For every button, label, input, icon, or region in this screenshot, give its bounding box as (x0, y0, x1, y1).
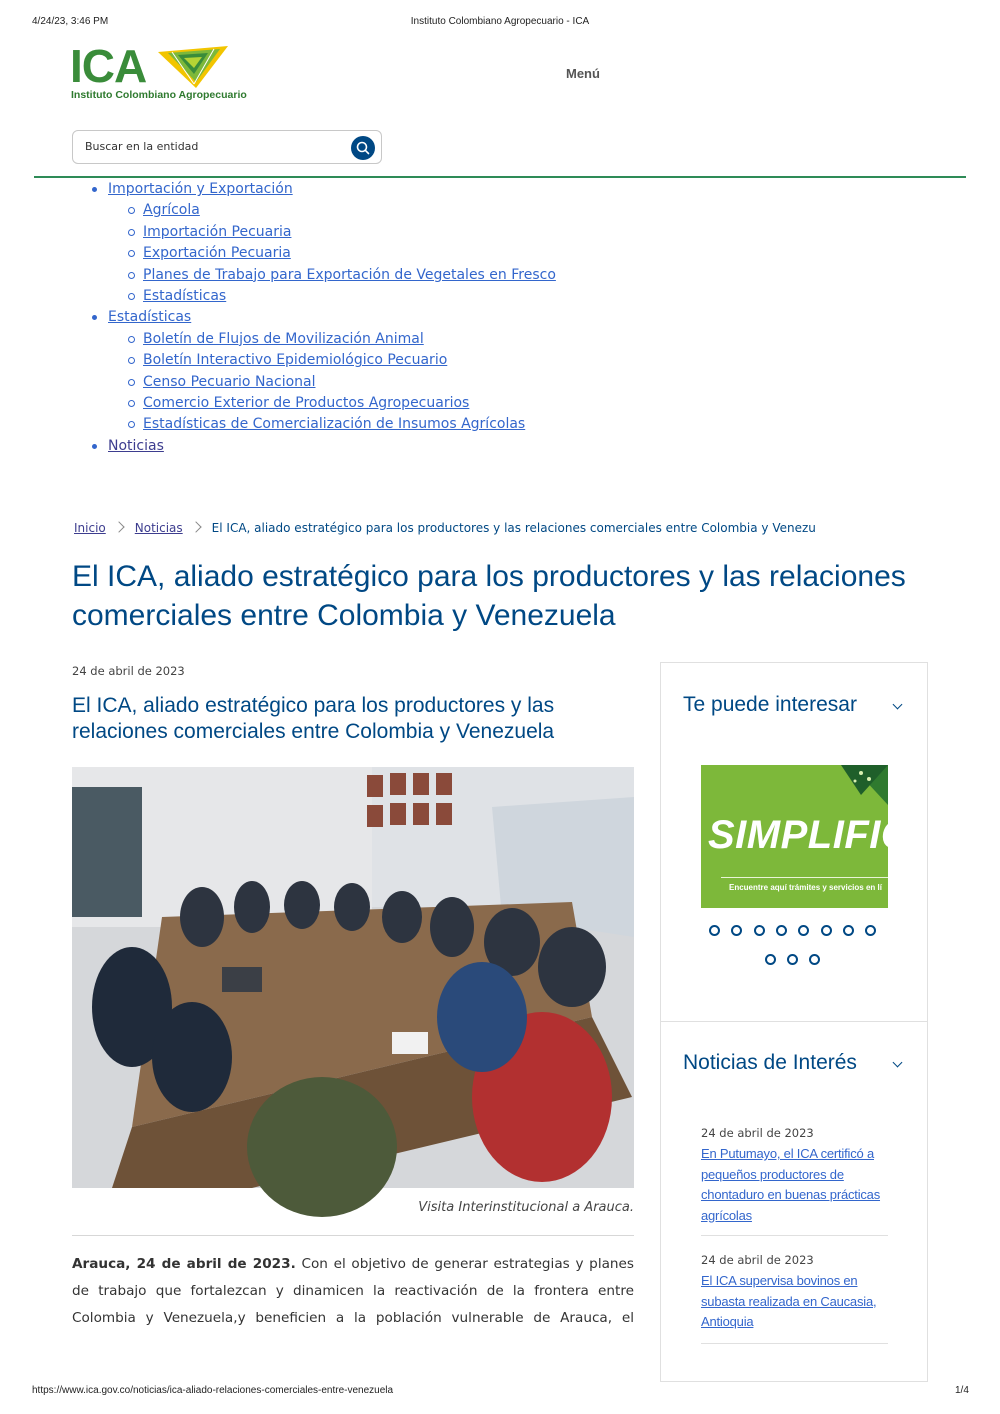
chevron-down-icon[interactable] (893, 1058, 903, 1068)
simplifica-banner[interactable] (701, 765, 911, 908)
print-page-number: 1/4 (955, 1385, 969, 1396)
nav-menu (72, 179, 556, 457)
carousel-dot[interactable] (731, 925, 742, 936)
carousel-dot[interactable] (798, 925, 809, 936)
caption-divider (72, 1235, 634, 1236)
menu-item (72, 200, 556, 221)
carousel-dot[interactable] (709, 925, 720, 936)
print-page-title: Instituto Colombiano Agropecuario - ICA (410, 16, 590, 27)
menu-button[interactable]: Menú (566, 66, 600, 81)
menu-link[interactable]: Exportación Pecuaria (143, 245, 291, 262)
news-link[interactable]: En Putumayo, el ICA certificó a pequeños productores de chontaduro en buenas prácticas agrícolas (701, 1146, 881, 1223)
search-button[interactable] (351, 136, 375, 160)
search-box (72, 130, 382, 164)
article-photo (72, 767, 634, 1188)
menu-item (72, 265, 556, 286)
logo-emblem-icon (158, 46, 228, 90)
banner-word: SIMPLIFIC (708, 813, 911, 857)
menu-link[interactable]: Importación y Exportación (108, 181, 293, 197)
menu-item (72, 414, 556, 435)
breadcrumb (74, 521, 816, 535)
carousel-dot[interactable] (809, 954, 820, 965)
carousel-dot[interactable] (821, 925, 832, 936)
sidebar-divider (661, 1021, 927, 1022)
news-date: 24 de abril de 2023 (701, 1126, 814, 1140)
search-input[interactable] (83, 139, 347, 154)
menu-item (72, 350, 556, 371)
news-item (701, 1126, 888, 1225)
menu-item (72, 222, 556, 243)
carousel-dot[interactable] (843, 925, 854, 936)
menu-item (72, 179, 556, 200)
news-date: 24 de abril de 2023 (701, 1253, 814, 1267)
menu-link[interactable]: Censo Pecuario Nacional (143, 373, 316, 390)
menu-link[interactable]: Comercio Exterior de Productos Agropecuarios (143, 395, 470, 412)
breadcrumb-home-link[interactable]: Inicio (74, 521, 106, 535)
menu-item (72, 393, 556, 414)
carousel-dot[interactable] (865, 925, 876, 936)
menu-link[interactable]: Planes de Trabajo para Exportación de Vegetales en Fresco (143, 266, 556, 283)
menu-item (72, 286, 556, 307)
interest-title[interactable]: Te puede interesar (683, 693, 857, 716)
chevron-right-icon (113, 521, 124, 532)
carousel-dot[interactable] (776, 925, 787, 936)
print-url: https://www.ica.gov.co/noticias/ica-aliado-relaciones-comerciales-entre-venezuela (32, 1385, 394, 1396)
menu-item (72, 372, 556, 393)
logo-wordmark: ICA (70, 40, 147, 92)
news-item (701, 1253, 888, 1332)
menu-link[interactable]: Importación Pecuaria (143, 223, 292, 240)
sidebar (660, 662, 928, 1382)
news-link[interactable]: El ICA supervisa bovinos en subasta realizada en Caucasia, Antioquia (701, 1273, 877, 1329)
article-body (72, 1251, 634, 1332)
menu-link[interactable]: Boletín de Flujos de Movilización Animal (143, 330, 424, 347)
news-section-title[interactable]: Noticias de Interés (683, 1051, 857, 1074)
carousel-dot[interactable] (765, 954, 776, 965)
menu-link[interactable]: Estadísticas (143, 288, 227, 305)
menu-link[interactable]: Noticias (108, 437, 164, 454)
menu-item (72, 436, 556, 457)
header-divider (34, 176, 966, 178)
news-divider (701, 1343, 888, 1344)
article-dateline: Arauca, 24 de abril de 2023. (72, 1256, 296, 1272)
chevron-down-icon[interactable] (893, 700, 903, 710)
article-lead: Con el objetivo de generar estrategias y planes de trabajo que fortalezcan y dinamicen la reactivación de la frontera entre Colombia y Venezuela,y beneficien a la población vulnerable de Arauca, el (72, 1256, 634, 1326)
menu-link[interactable]: Boletín Interactivo Epidemiológico Pecuario (143, 352, 448, 369)
logo-full-name: Instituto Colombiano Agropecuario (71, 89, 247, 101)
print-datetime: 4/24/23, 3:46 PM (32, 16, 109, 27)
menu-item (72, 307, 556, 328)
menu-link[interactable]: Agrícola (143, 202, 200, 219)
search-icon (351, 136, 375, 160)
article-subtitle: El ICA, aliado estratégico para los productores y las relaciones comerciales entre Colombia y Venezuela (72, 694, 555, 743)
chevron-right-icon (190, 521, 201, 532)
menu-link[interactable]: Estadísticas (108, 309, 192, 326)
menu-link[interactable]: Estadísticas de Comercialización de Insumos Agrícolas (143, 416, 526, 433)
carousel-dot[interactable] (787, 954, 798, 965)
article-date: 24 de abril de 2023 (72, 664, 185, 678)
image-caption: Visita Interinstitucional a Arauca. (418, 1200, 634, 1215)
page-title: El ICA, aliado estratégico para los productores y las relaciones comerciales entre Colombia y Venezuela (72, 560, 906, 632)
menu-item (72, 329, 556, 350)
news-divider (701, 1235, 888, 1236)
menu-item (72, 243, 556, 264)
breadcrumb-news-link[interactable]: Noticias (134, 521, 183, 535)
banner-tagline: Encuentre aquí trámites y servicios en lí (729, 883, 882, 892)
breadcrumb-current: El ICA, aliado estratégico para los productores y las relaciones comerciales entre Colombia y Venezu (211, 521, 816, 535)
ica-logo[interactable] (70, 40, 247, 104)
carousel-dot[interactable] (754, 925, 765, 936)
